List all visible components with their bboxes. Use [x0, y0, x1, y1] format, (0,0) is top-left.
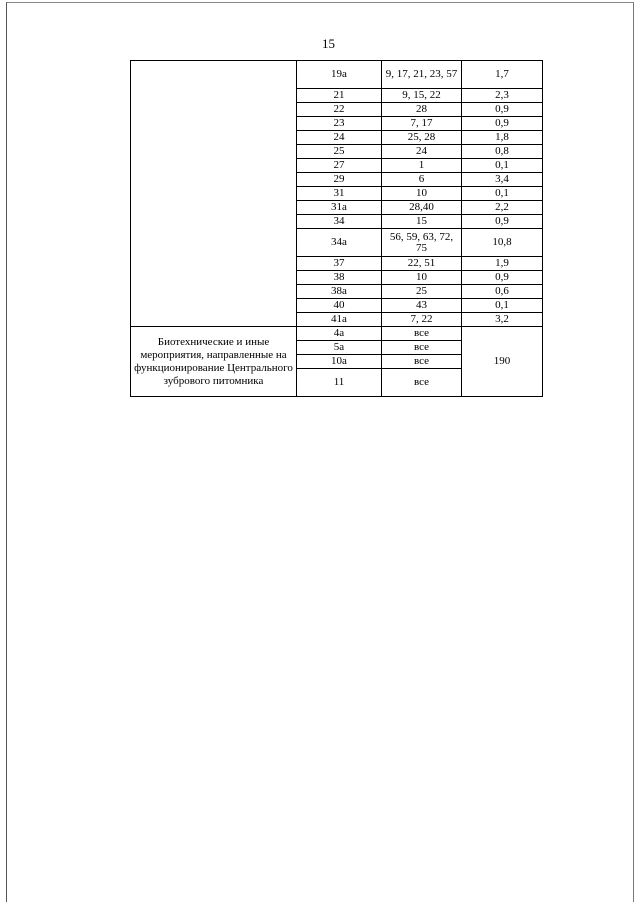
sections-cell: 43: [382, 299, 462, 313]
size-cell: 2,2: [462, 201, 543, 215]
area-cell: 38: [297, 271, 382, 285]
area-cell: 23: [297, 117, 382, 131]
size-cell: 3,4: [462, 173, 543, 187]
area-cell: 31а: [297, 201, 382, 215]
area-cell: 34: [297, 215, 382, 229]
sections-cell: 28: [382, 103, 462, 117]
size-cell: 1,7: [462, 61, 543, 89]
sections-cell: 9, 17, 21, 23, 57: [382, 61, 462, 89]
table-row: [131, 327, 543, 341]
area-cell: 11: [297, 369, 382, 397]
size-cell: 0,1: [462, 159, 543, 173]
size-cell: 0,9: [462, 215, 543, 229]
biotech-total-cell: 190: [462, 327, 543, 397]
sections-cell: 24: [382, 145, 462, 159]
size-cell: 3,2: [462, 313, 543, 327]
sections-cell: 15: [382, 215, 462, 229]
sections-cell: все: [382, 369, 462, 397]
data-table: [130, 60, 543, 397]
area-cell: 19а: [297, 61, 382, 89]
sections-cell: 28,40: [382, 201, 462, 215]
area-cell: 21: [297, 89, 382, 103]
sections-cell: 25: [382, 285, 462, 299]
area-cell: 37: [297, 257, 382, 271]
size-cell: 0,8: [462, 145, 543, 159]
sections-cell: 7, 22: [382, 313, 462, 327]
area-cell: 10а: [297, 355, 382, 369]
area-cell: 4а: [297, 327, 382, 341]
sections-cell: все: [382, 341, 462, 355]
area-cell: 25: [297, 145, 382, 159]
sections-cell: 10: [382, 187, 462, 201]
area-cell: 24: [297, 131, 382, 145]
sections-cell: все: [382, 355, 462, 369]
area-cell: 27: [297, 159, 382, 173]
area-cell: 38а: [297, 285, 382, 299]
area-cell: 5а: [297, 341, 382, 355]
page-number: 15: [322, 36, 335, 51]
sections-cell: 9, 15, 22: [382, 89, 462, 103]
sections-cell: 25, 28: [382, 131, 462, 145]
sections-cell: 1: [382, 159, 462, 173]
biotech-label-cell: Биотехнические и иные мероприятия, направленные на функционирование Центрального зубрового питомника: [131, 327, 297, 397]
area-cell: 34а: [297, 229, 382, 257]
size-cell: 1,9: [462, 257, 543, 271]
sections-cell: 7, 17: [382, 117, 462, 131]
size-cell: 2,3: [462, 89, 543, 103]
size-cell: 1,8: [462, 131, 543, 145]
size-cell: 0,9: [462, 271, 543, 285]
size-cell: 0,1: [462, 299, 543, 313]
size-cell: 0,1: [462, 187, 543, 201]
sections-cell: 10: [382, 271, 462, 285]
sections-cell: 56, 59, 63, 72, 75: [382, 229, 462, 257]
area-cell: 41а: [297, 313, 382, 327]
area-cell: 22: [297, 103, 382, 117]
sections-cell: 6: [382, 173, 462, 187]
sections-cell: все: [382, 327, 462, 341]
size-cell: 10,8: [462, 229, 543, 257]
table-row: [131, 61, 543, 89]
area-cell: 40: [297, 299, 382, 313]
area-cell: 29: [297, 173, 382, 187]
size-cell: 0,9: [462, 117, 543, 131]
size-cell: 0,9: [462, 103, 543, 117]
area-cell: 31: [297, 187, 382, 201]
merged-blank-cell: [131, 61, 297, 327]
sections-cell: 22, 51: [382, 257, 462, 271]
size-cell: 0,6: [462, 285, 543, 299]
